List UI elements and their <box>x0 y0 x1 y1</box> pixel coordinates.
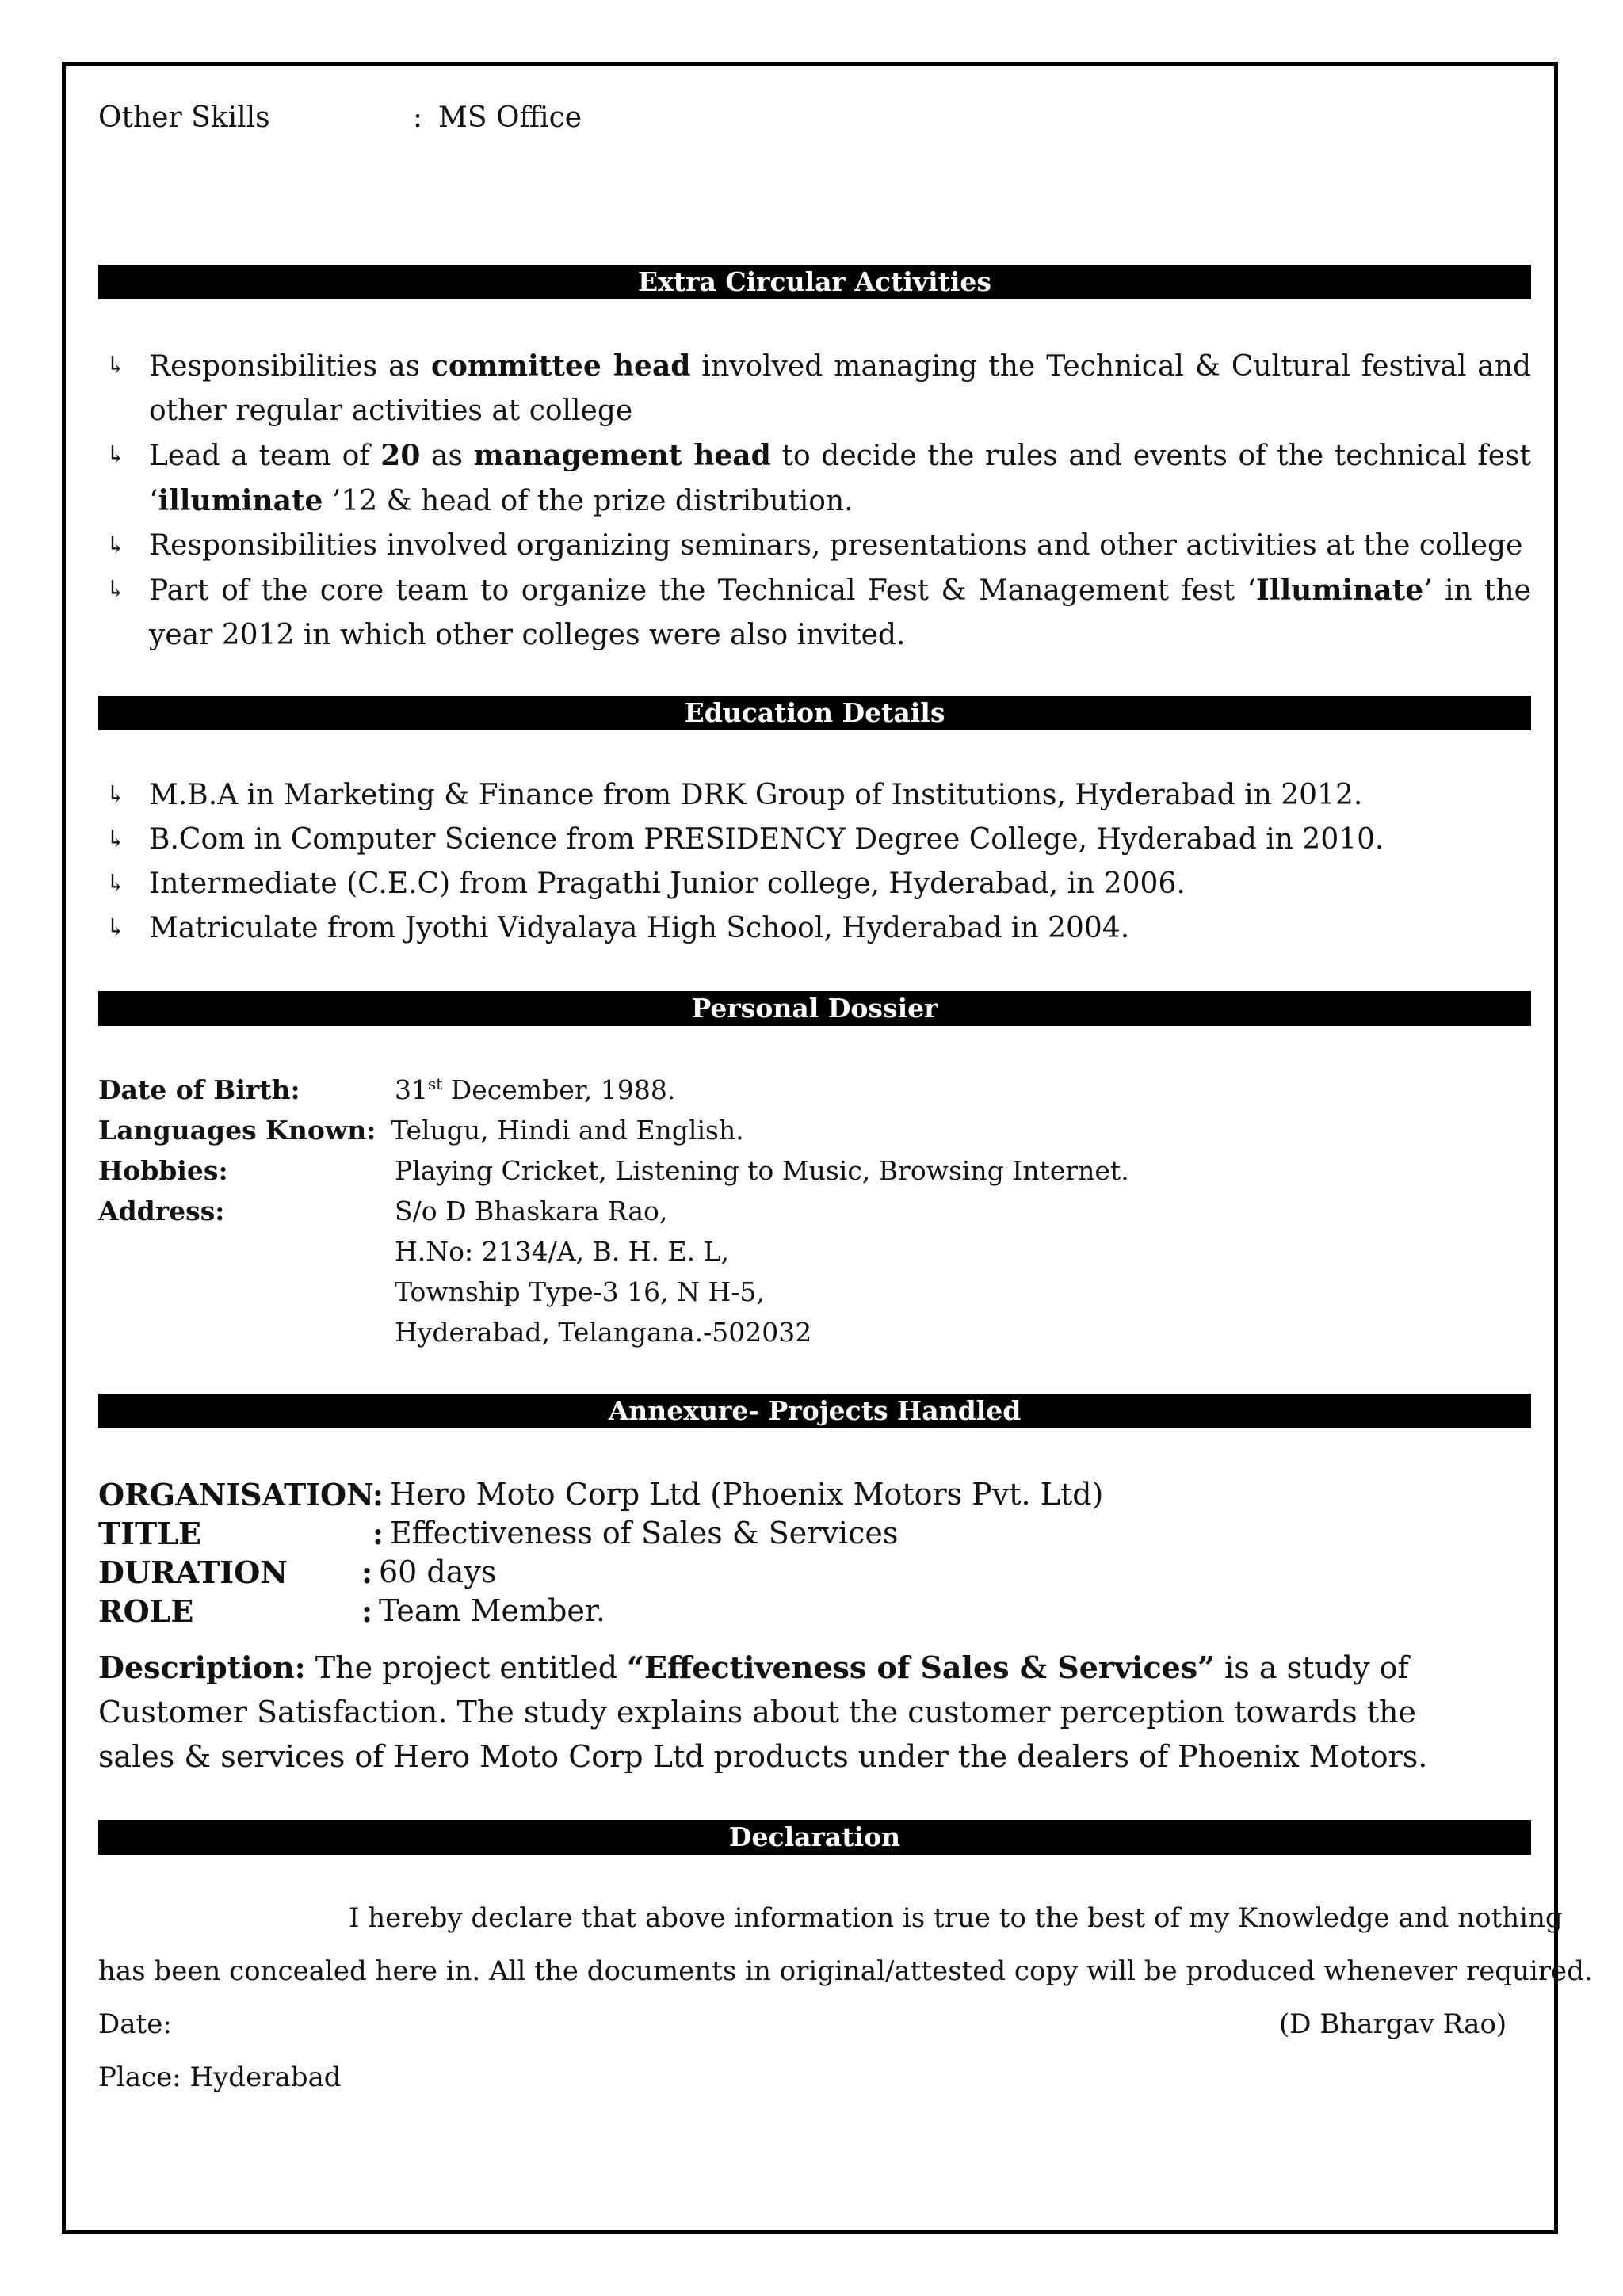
hooked-arrow-icon: ↳ <box>105 870 126 898</box>
date-label: Date: <box>98 2008 172 2040</box>
role-value: Team Member. <box>379 1593 605 1628</box>
section-header-extra-circular: Extra Circular Activities <box>98 265 1531 299</box>
title-value: Effectiveness of Sales & Services <box>390 1516 899 1550</box>
address-line: Hyderabad, Telangana.-502032 <box>395 1317 812 1348</box>
languages-value: Telugu, Hindi and English. <box>391 1115 744 1146</box>
duration-value: 60 days <box>379 1554 497 1589</box>
address-line: H.No: 2134/A, B. H. E. L, <box>395 1236 729 1267</box>
declaration-line-1: I hereby declare that above information is true to the best of my Knowledge and nothing <box>349 1902 1563 1934</box>
other-skills-value: MS Office <box>438 101 582 134</box>
hooked-arrow-icon: ↳ <box>105 441 126 469</box>
list-item: ↳ B.Com in Computer Science from PRESIDENCY Degree College, Hyderabad in 2010. <box>98 818 1531 862</box>
extra-circular-list <box>98 344 1531 658</box>
list-item: ↳ Part of the core team to organize the Technical Fest & Management fest ‘Illuminate’ in the year 2012 in which other colleges were also invited. <box>98 568 1531 658</box>
hooked-arrow-icon: ↳ <box>105 532 126 559</box>
section-header-annexure: Annexure- Projects Handled <box>98 1394 1531 1428</box>
education-list <box>98 773 1531 951</box>
hooked-arrow-icon: ↳ <box>105 781 126 809</box>
dob-value: 31st December, 1988. <box>395 1074 676 1105</box>
organisation-colon: : <box>372 1477 384 1512</box>
list-item: ↳ Responsibilities involved organizing seminars, presentations and other activities at the college <box>98 524 1531 568</box>
dob-label: Date of Birth: <box>98 1074 300 1105</box>
role-label: ROLE <box>98 1593 194 1629</box>
organisation-label: ORGANISATION <box>98 1477 374 1512</box>
place: Place: Hyderabad <box>98 2061 342 2093</box>
signature-name: (D Bhargav Rao) <box>1279 2008 1507 2040</box>
address-line: Township Type-3 16, N H-5, <box>395 1276 765 1307</box>
hobbies-label: Hobbies: <box>98 1155 228 1186</box>
list-item: ↳ Intermediate (C.E.C) from Pragathi Junior college, Hyderabad, in 2006. <box>98 862 1531 906</box>
languages-label: Languages Known: <box>98 1115 376 1146</box>
section-header-education: Education Details <box>98 696 1531 730</box>
address-label: Address: <box>98 1196 225 1226</box>
list-item: ↳ Lead a team of 20 as management head to decide the rules and events of the technical fest ‘illuminate ’12 & head of the prize distribution. <box>98 433 1531 524</box>
title-label: TITLE <box>98 1516 202 1551</box>
other-skills-separator: : <box>413 101 423 134</box>
role-colon: : <box>361 1593 373 1629</box>
hooked-arrow-icon: ↳ <box>105 352 126 379</box>
other-skills-label: Other Skills <box>98 101 270 134</box>
hooked-arrow-icon: ↳ <box>105 826 126 853</box>
address-line: S/o D Bhaskara Rao, <box>395 1196 668 1226</box>
section-header-personal: Personal Dossier <box>98 991 1531 1026</box>
list-item: ↳ Matriculate from Jyothi Vidyalaya High School, Hyderabad in 2004. <box>98 906 1531 951</box>
hooked-arrow-icon: ↳ <box>105 576 126 604</box>
project-description: Description: The project entitled “Effectiveness of Sales & Services” is a study of Customer Satisfaction. The study explains about the customer perception towards the sales & services of Hero Moto Corp Ltd products under the dealers of Phoenix Motors. <box>98 1650 1428 1774</box>
duration-label: DURATION <box>98 1554 288 1590</box>
title-colon: : <box>372 1516 384 1551</box>
list-item: ↳ M.B.A in Marketing & Finance from DRK Group of Institutions, Hyderabad in 2012. <box>98 773 1531 818</box>
hobbies-value: Playing Cricket, Listening to Music, Browsing Internet. <box>395 1155 1129 1186</box>
declaration-line-2: has been concealed here in. All the documents in original/attested copy will be produced whenever required. <box>98 1955 1593 1987</box>
duration-colon: : <box>361 1554 373 1590</box>
hooked-arrow-icon: ↳ <box>105 914 126 942</box>
section-header-declaration: Declaration <box>98 1820 1531 1855</box>
organisation-value: Hero Moto Corp Ltd (Phoenix Motors Pvt. Ltd) <box>390 1477 1104 1512</box>
list-item: ↳ Responsibilities as committee head involved managing the Technical & Cultural festival and other regular activities at college <box>98 344 1531 433</box>
